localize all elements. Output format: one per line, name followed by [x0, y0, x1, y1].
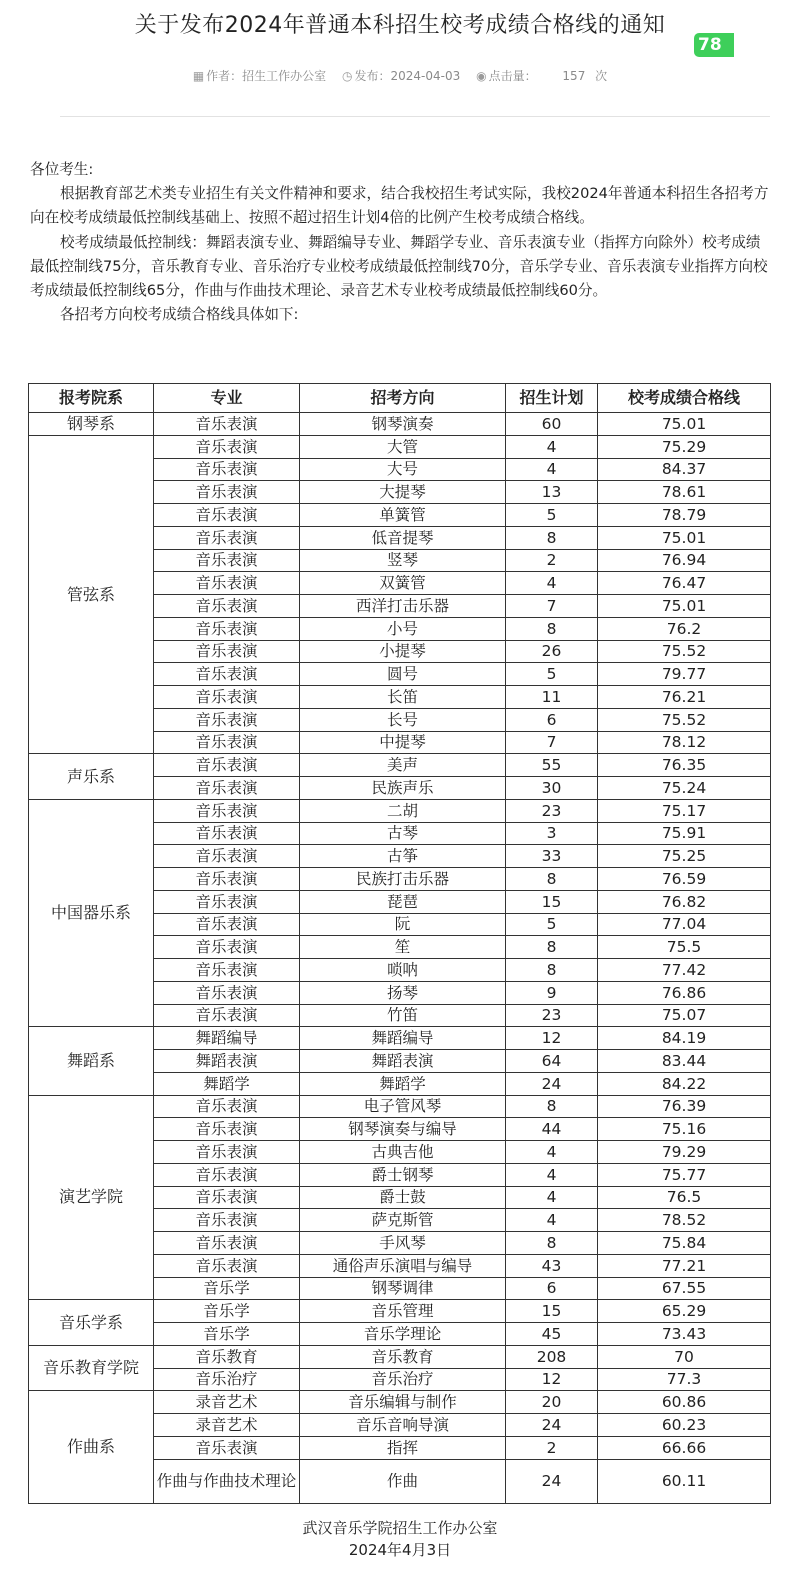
plan-cell: 4	[506, 572, 598, 595]
plan-cell: 4	[506, 458, 598, 481]
major-cell: 音乐表演	[154, 526, 300, 549]
direction-cell: 爵士钢琴	[300, 1163, 506, 1186]
major-cell: 音乐表演	[154, 1254, 300, 1277]
major-cell: 音乐表演	[154, 595, 300, 618]
score-cell: 84.37	[598, 458, 771, 481]
direction-cell: 小号	[300, 617, 506, 640]
major-cell: 音乐表演	[154, 435, 300, 458]
major-cell: 音乐学	[154, 1277, 300, 1300]
direction-cell: 古典吉他	[300, 1141, 506, 1164]
major-cell: 舞蹈编导	[154, 1027, 300, 1050]
direction-cell: 音乐管理	[300, 1300, 506, 1323]
plan-cell: 8	[506, 959, 598, 982]
plan-cell: 3	[506, 822, 598, 845]
dept-cell: 管弦系	[29, 435, 154, 754]
plan-cell: 20	[506, 1391, 598, 1414]
direction-cell: 古琴	[300, 822, 506, 845]
score-cell: 76.2	[598, 617, 771, 640]
score-cell: 76.82	[598, 890, 771, 913]
plan-cell: 26	[506, 640, 598, 663]
major-cell: 音乐表演	[154, 617, 300, 640]
score-cell: 76.47	[598, 572, 771, 595]
plan-cell: 33	[506, 845, 598, 868]
score-cell: 77.21	[598, 1254, 771, 1277]
click-count: 157	[562, 69, 586, 83]
plan-cell: 4	[506, 1163, 598, 1186]
header-direction: 招考方向	[300, 384, 506, 413]
score-cell: 60.23	[598, 1414, 771, 1437]
direction-cell: 美声	[300, 754, 506, 777]
major-cell: 音乐表演	[154, 868, 300, 891]
plan-cell: 8	[506, 526, 598, 549]
direction-cell: 琵琶	[300, 890, 506, 913]
salutation: 各位考生:	[30, 161, 94, 178]
score-cell: 65.29	[598, 1300, 771, 1323]
major-cell: 音乐表演	[154, 1004, 300, 1027]
plan-cell: 5	[506, 504, 598, 527]
direction-cell: 笙	[300, 936, 506, 959]
plan-cell: 2	[506, 549, 598, 572]
table-row	[29, 1095, 771, 1118]
direction-cell: 双簧管	[300, 572, 506, 595]
direction-cell: 音乐编辑与制作	[300, 1391, 506, 1414]
major-cell: 音乐表演	[154, 777, 300, 800]
direction-cell: 长笛	[300, 686, 506, 709]
major-cell: 录音艺术	[154, 1414, 300, 1437]
plan-cell: 4	[506, 1186, 598, 1209]
major-cell: 音乐表演	[154, 1232, 300, 1255]
eye-icon: ◉	[476, 69, 487, 83]
plan-cell: 11	[506, 686, 598, 709]
major-cell: 音乐表演	[154, 981, 300, 1004]
score-cell: 66.66	[598, 1436, 771, 1459]
major-cell: 音乐教育	[154, 1345, 300, 1368]
score-cell: 60.11	[598, 1459, 771, 1503]
table-row	[29, 1391, 771, 1414]
dept-cell: 音乐教育学院	[29, 1345, 154, 1391]
plan-cell: 4	[506, 1141, 598, 1164]
direction-cell: 大管	[300, 435, 506, 458]
plan-cell: 15	[506, 890, 598, 913]
score-cell: 75.01	[598, 595, 771, 618]
major-cell: 音乐表演	[154, 959, 300, 982]
direction-cell: 指挥	[300, 1436, 506, 1459]
major-cell: 音乐表演	[154, 845, 300, 868]
major-cell: 音乐表演	[154, 1118, 300, 1141]
score-cell: 75.17	[598, 799, 771, 822]
plan-cell: 45	[506, 1323, 598, 1346]
plan-cell: 60	[506, 413, 598, 436]
plan-cell: 23	[506, 799, 598, 822]
major-cell: 音乐表演	[154, 1163, 300, 1186]
score-cell: 75.16	[598, 1118, 771, 1141]
score-cell: 76.35	[598, 754, 771, 777]
major-cell: 音乐表演	[154, 936, 300, 959]
score-cell: 76.59	[598, 868, 771, 891]
major-cell: 音乐学	[154, 1323, 300, 1346]
body-paragraph: 校考成绩最低控制线：舞蹈表演专业、舞蹈编导专业、舞蹈学专业、音乐表演专业（指挥方向除外）校考成绩最低控制线75分，音乐教育专业、音乐治疗专业校考成绩最低控制线70分，音乐学专业、音乐表演专业指挥方向校考成绩最低控制线65分，作曲与作曲技术理论、录音艺术专业校考成绩最低控制线60分。	[30, 233, 768, 300]
score-table	[28, 383, 771, 1504]
score-cell: 75.52	[598, 640, 771, 663]
score-cell: 76.21	[598, 686, 771, 709]
major-cell: 音乐表演	[154, 799, 300, 822]
article-meta	[0, 67, 800, 84]
table-row	[29, 435, 771, 458]
major-cell: 音乐表演	[154, 731, 300, 754]
dept-cell: 声乐系	[29, 754, 154, 800]
direction-cell: 扬琴	[300, 981, 506, 1004]
score-cell: 75.29	[598, 435, 771, 458]
direction-cell: 唢呐	[300, 959, 506, 982]
direction-cell: 钢琴调律	[300, 1277, 506, 1300]
score-cell: 75.91	[598, 822, 771, 845]
major-cell: 音乐表演	[154, 1209, 300, 1232]
plan-cell: 15	[506, 1300, 598, 1323]
dept-cell: 舞蹈系	[29, 1027, 154, 1095]
direction-cell: 舞蹈编导	[300, 1027, 506, 1050]
direction-cell: 舞蹈学	[300, 1072, 506, 1095]
score-cell: 78.12	[598, 731, 771, 754]
table-body	[29, 413, 771, 1504]
score-cell: 79.77	[598, 663, 771, 686]
direction-cell: 电子管风琴	[300, 1095, 506, 1118]
score-cell: 75.52	[598, 708, 771, 731]
table-row	[29, 413, 771, 436]
header-score: 校考成绩合格线	[598, 384, 771, 413]
plan-cell: 2	[506, 1436, 598, 1459]
plan-cell: 7	[506, 595, 598, 618]
score-cell: 77.04	[598, 913, 771, 936]
major-cell: 音乐表演	[154, 913, 300, 936]
plan-cell: 23	[506, 1004, 598, 1027]
major-cell: 音乐表演	[154, 1186, 300, 1209]
plan-cell: 8	[506, 868, 598, 891]
score-cell: 75.84	[598, 1232, 771, 1255]
header-major: 专业	[154, 384, 300, 413]
major-cell: 舞蹈表演	[154, 1050, 300, 1073]
plan-cell: 208	[506, 1345, 598, 1368]
direction-cell: 低音提琴	[300, 526, 506, 549]
score-cell: 84.22	[598, 1072, 771, 1095]
score-cell: 67.55	[598, 1277, 771, 1300]
direction-cell: 圆号	[300, 663, 506, 686]
score-cell: 76.39	[598, 1095, 771, 1118]
direction-cell: 音乐治疗	[300, 1368, 506, 1391]
direction-cell: 音乐学理论	[300, 1323, 506, 1346]
major-cell: 音乐表演	[154, 413, 300, 436]
plan-cell: 8	[506, 1095, 598, 1118]
major-cell: 音乐表演	[154, 549, 300, 572]
plan-cell: 24	[506, 1414, 598, 1437]
direction-cell: 小提琴	[300, 640, 506, 663]
major-cell: 音乐表演	[154, 686, 300, 709]
score-cell: 75.07	[598, 1004, 771, 1027]
plan-cell: 9	[506, 981, 598, 1004]
major-cell: 音乐表演	[154, 754, 300, 777]
dept-cell: 作曲系	[29, 1391, 154, 1503]
direction-cell: 大号	[300, 458, 506, 481]
major-cell: 音乐表演	[154, 481, 300, 504]
plan-cell: 44	[506, 1118, 598, 1141]
plan-cell: 55	[506, 754, 598, 777]
plan-cell: 5	[506, 663, 598, 686]
plan-cell: 64	[506, 1050, 598, 1073]
person-icon: ▦	[192, 69, 205, 83]
header-plan: 招生计划	[506, 384, 598, 413]
score-cell: 78.79	[598, 504, 771, 527]
score-cell: 75.01	[598, 413, 771, 436]
score-cell: 75.01	[598, 526, 771, 549]
plan-cell: 12	[506, 1027, 598, 1050]
score-cell: 70	[598, 1345, 771, 1368]
score-cell: 78.61	[598, 481, 771, 504]
major-cell: 音乐表演	[154, 663, 300, 686]
header-divider	[60, 116, 770, 117]
author-name: 招生工作办公室	[242, 69, 327, 83]
direction-cell: 大提琴	[300, 481, 506, 504]
direction-cell: 钢琴演奏与编导	[300, 1118, 506, 1141]
major-cell: 音乐表演	[154, 708, 300, 731]
score-cell: 75.5	[598, 936, 771, 959]
major-cell: 音乐表演	[154, 822, 300, 845]
direction-cell: 单簧管	[300, 504, 506, 527]
score-cell: 78.52	[598, 1209, 771, 1232]
table-row	[29, 754, 771, 777]
major-cell: 作曲与作曲技术理论	[154, 1459, 300, 1503]
body-paragraph: 根据教育部艺术类专业招生有关文件精神和要求，结合我校招生考试实际，我校2024年普通本科招生各招考方向在校考成绩最低控制线基础上、按照不超过招生计划4倍的比例产生校考成绩合格线。	[30, 185, 769, 227]
plan-cell: 4	[506, 435, 598, 458]
direction-cell: 古筝	[300, 845, 506, 868]
plan-cell: 8	[506, 936, 598, 959]
footer-date: 2024年4月3日	[348, 1541, 452, 1559]
direction-cell: 民族打击乐器	[300, 868, 506, 891]
major-cell: 音乐表演	[154, 640, 300, 663]
plan-cell: 13	[506, 481, 598, 504]
score-cell: 76.86	[598, 981, 771, 1004]
major-cell: 音乐治疗	[154, 1368, 300, 1391]
direction-cell: 钢琴演奏	[300, 413, 506, 436]
direction-cell: 手风琴	[300, 1232, 506, 1255]
score-cell: 75.25	[598, 845, 771, 868]
notice-body	[30, 158, 775, 327]
plan-cell: 6	[506, 708, 598, 731]
score-cell: 73.43	[598, 1323, 771, 1346]
author-meta: ▦ 作者：招生工作办公室	[192, 69, 327, 83]
plan-cell: 30	[506, 777, 598, 800]
direction-cell: 民族声乐	[300, 777, 506, 800]
major-cell: 音乐表演	[154, 572, 300, 595]
publish-meta: ◷ 发布：2024-04-03	[342, 69, 461, 83]
major-cell: 音乐表演	[154, 1436, 300, 1459]
page-title: 关于发布2024年普通本科招生校考成绩合格线的通知	[134, 13, 666, 38]
direction-cell: 通俗声乐演唱与编导	[300, 1254, 506, 1277]
plan-cell: 12	[506, 1368, 598, 1391]
major-cell: 音乐表演	[154, 1141, 300, 1164]
score-cell: 60.86	[598, 1391, 771, 1414]
plan-cell: 43	[506, 1254, 598, 1277]
counter-badge: 78	[694, 33, 734, 57]
table-row	[29, 1300, 771, 1323]
direction-cell: 音乐教育	[300, 1345, 506, 1368]
footer	[0, 1517, 800, 1561]
direction-cell: 竹笛	[300, 1004, 506, 1027]
table-row	[29, 1345, 771, 1368]
major-cell: 音乐表演	[154, 458, 300, 481]
direction-cell: 竖琴	[300, 549, 506, 572]
table-row	[29, 799, 771, 822]
score-cell: 76.94	[598, 549, 771, 572]
plan-cell: 8	[506, 617, 598, 640]
plan-cell: 24	[506, 1459, 598, 1503]
score-cell: 84.19	[598, 1027, 771, 1050]
body-paragraph: 各招考方向校考成绩合格线具体如下:	[60, 306, 299, 324]
score-cell: 76.5	[598, 1186, 771, 1209]
plan-cell: 8	[506, 1232, 598, 1255]
major-cell: 音乐表演	[154, 504, 300, 527]
major-cell: 音乐学	[154, 1300, 300, 1323]
plan-cell: 4	[506, 1209, 598, 1232]
major-cell: 音乐表演	[154, 890, 300, 913]
score-cell: 77.42	[598, 959, 771, 982]
plan-cell: 7	[506, 731, 598, 754]
major-cell: 录音艺术	[154, 1391, 300, 1414]
dept-cell: 中国器乐系	[29, 799, 154, 1027]
direction-cell: 西洋打击乐器	[300, 595, 506, 618]
click-unit: 次	[595, 69, 608, 83]
header-dept: 报考院系	[29, 384, 154, 413]
plan-cell: 6	[506, 1277, 598, 1300]
direction-cell: 长号	[300, 708, 506, 731]
score-cell: 79.29	[598, 1141, 771, 1164]
direction-cell: 爵士鼓	[300, 1186, 506, 1209]
dept-cell: 音乐学系	[29, 1300, 154, 1346]
score-cell: 75.24	[598, 777, 771, 800]
direction-cell: 中提琴	[300, 731, 506, 754]
major-cell: 音乐表演	[154, 1095, 300, 1118]
plan-cell: 5	[506, 913, 598, 936]
direction-cell: 舞蹈表演	[300, 1050, 506, 1073]
dept-cell: 演艺学院	[29, 1095, 154, 1300]
dept-cell: 钢琴系	[29, 413, 154, 436]
score-cell: 75.77	[598, 1163, 771, 1186]
table-row	[29, 1027, 771, 1050]
publish-date: 2024-04-03	[390, 69, 461, 83]
score-cell: 83.44	[598, 1050, 771, 1073]
table-header-row	[29, 384, 771, 413]
plan-cell: 24	[506, 1072, 598, 1095]
clock-icon: ◷	[342, 69, 353, 83]
direction-cell: 二胡	[300, 799, 506, 822]
major-cell: 舞蹈学	[154, 1072, 300, 1095]
score-cell: 77.3	[598, 1368, 771, 1391]
direction-cell: 作曲	[300, 1459, 506, 1503]
direction-cell: 阮	[300, 913, 506, 936]
footer-org: 武汉音乐学院招生工作办公室	[302, 1519, 498, 1537]
clicks-meta: ◉ 点击量： 157 次	[476, 69, 608, 83]
direction-cell: 音乐音响导演	[300, 1414, 506, 1437]
direction-cell: 萨克斯管	[300, 1209, 506, 1232]
